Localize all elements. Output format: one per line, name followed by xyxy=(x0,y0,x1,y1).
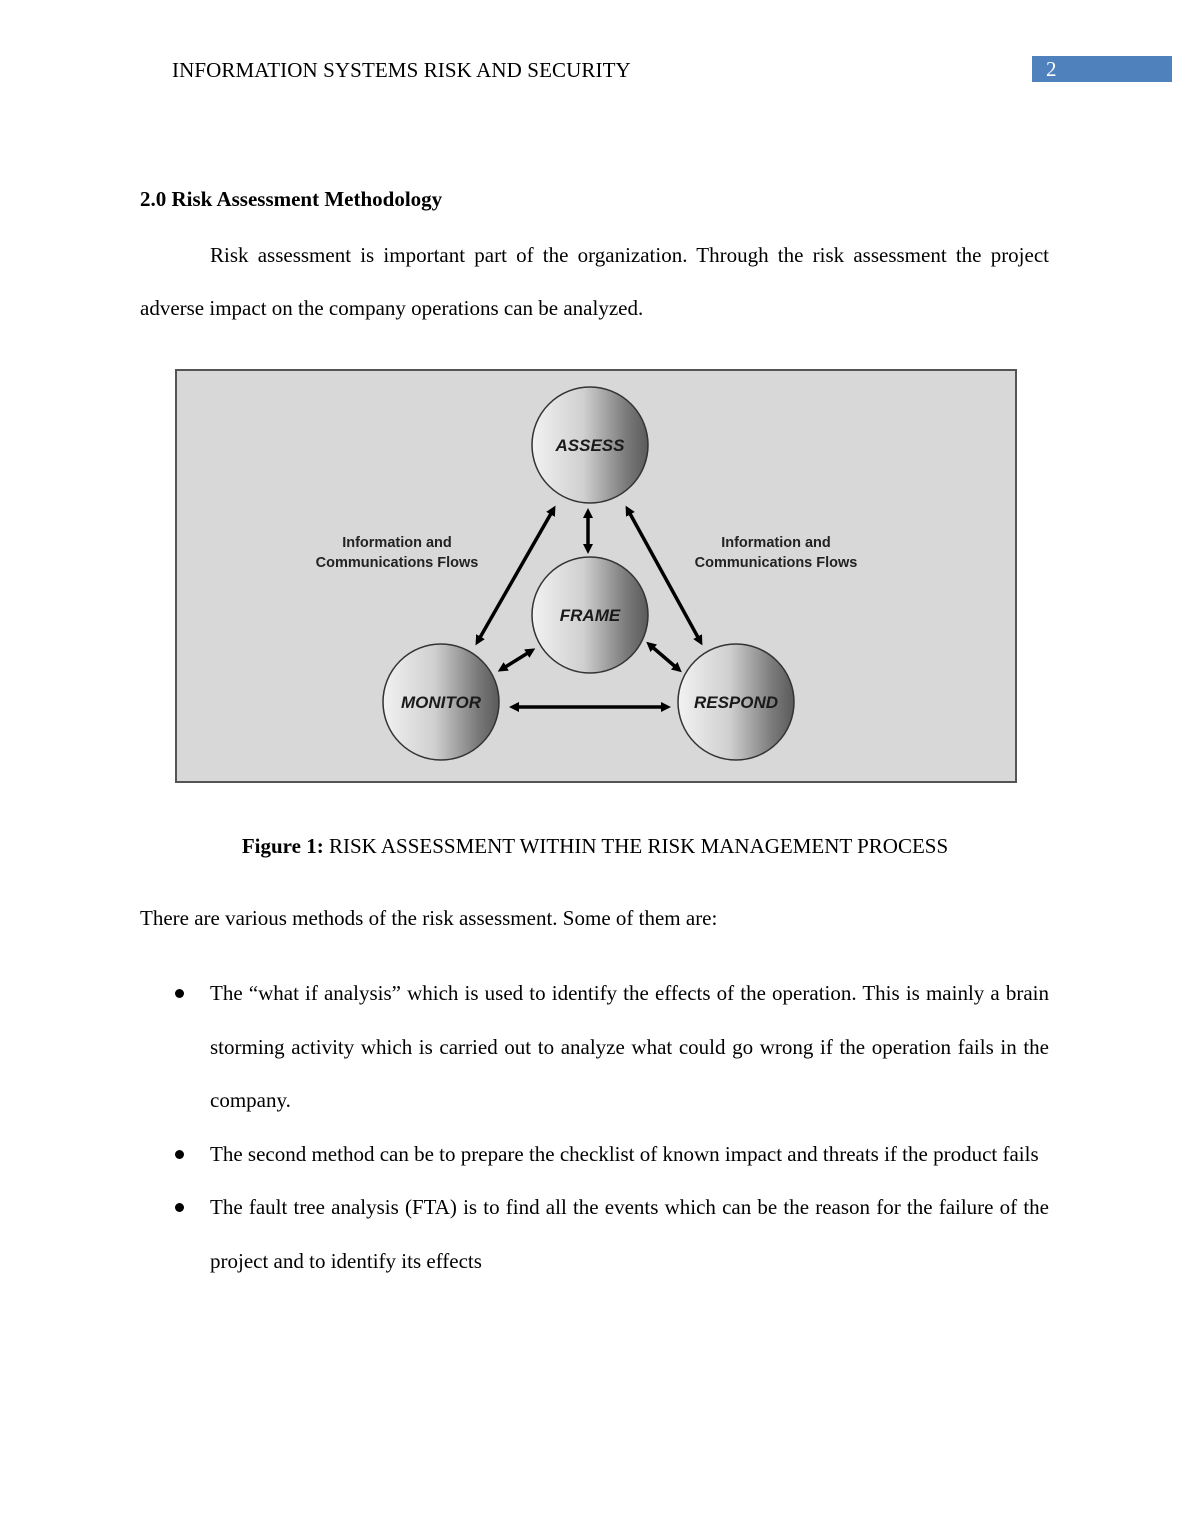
node-frame xyxy=(532,557,648,673)
risk-process-figure xyxy=(175,369,1017,783)
flow-label-left-line1: Information and xyxy=(342,535,452,551)
risk-process-diagram xyxy=(175,369,1017,783)
bullet-icon xyxy=(175,989,184,998)
node-respond xyxy=(678,644,794,760)
page-number: 2 xyxy=(1032,56,1172,82)
list-item-text: The “what if analysis” which is used to identify the effects of the operation. This is mainly a brain storming activity which is carried out to analyze what could go wrong if the operation fails in the company. xyxy=(210,981,1049,1112)
bullet-icon xyxy=(175,1203,184,1212)
list-item xyxy=(140,967,1049,1128)
list-item xyxy=(140,1181,1049,1288)
section-heading: 2.0 Risk Assessment Methodology xyxy=(140,187,443,211)
node-monitor-label: MONITOR xyxy=(401,693,481,712)
bullet-icon xyxy=(175,1150,184,1159)
node-assess xyxy=(532,387,648,503)
methods-list xyxy=(140,967,1049,1288)
node-frame-label: FRAME xyxy=(559,606,621,625)
header-title: INFORMATION SYSTEMS RISK AND SECURITY xyxy=(172,58,631,82)
flow-label-right-line2: Communications Flows xyxy=(694,555,858,571)
node-assess-label: ASSESS xyxy=(555,436,625,455)
flow-label-left-line2: Communications Flows xyxy=(315,555,479,571)
methods-intro: There are various methods of the risk assessment. Some of them are: xyxy=(140,906,718,930)
intro-paragraph-text: Risk assessment is important part of the organization. Through the risk assessment the project adverse impact on the company operations can be analyzed. xyxy=(140,243,1049,320)
list-item-text: The fault tree analysis (FTA) is to find all the events which can be the reason for the failure of the project and to identify its effects xyxy=(210,1195,1049,1273)
figure-caption xyxy=(0,834,1190,859)
node-monitor xyxy=(383,644,499,760)
node-respond-label: RESPOND xyxy=(693,693,779,712)
flow-label-right-line1: Information and xyxy=(721,535,831,551)
list-item-text: The second method can be to prepare the checklist of known impact and threats if the product fails xyxy=(210,1141,1039,1166)
figure-caption-text: RISK ASSESSMENT WITHIN THE RISK MANAGEMENT PROCESS xyxy=(323,834,949,858)
figure-caption-label: Figure 1: xyxy=(241,834,324,858)
list-item xyxy=(140,1128,1049,1182)
intro-paragraph xyxy=(140,229,1049,335)
